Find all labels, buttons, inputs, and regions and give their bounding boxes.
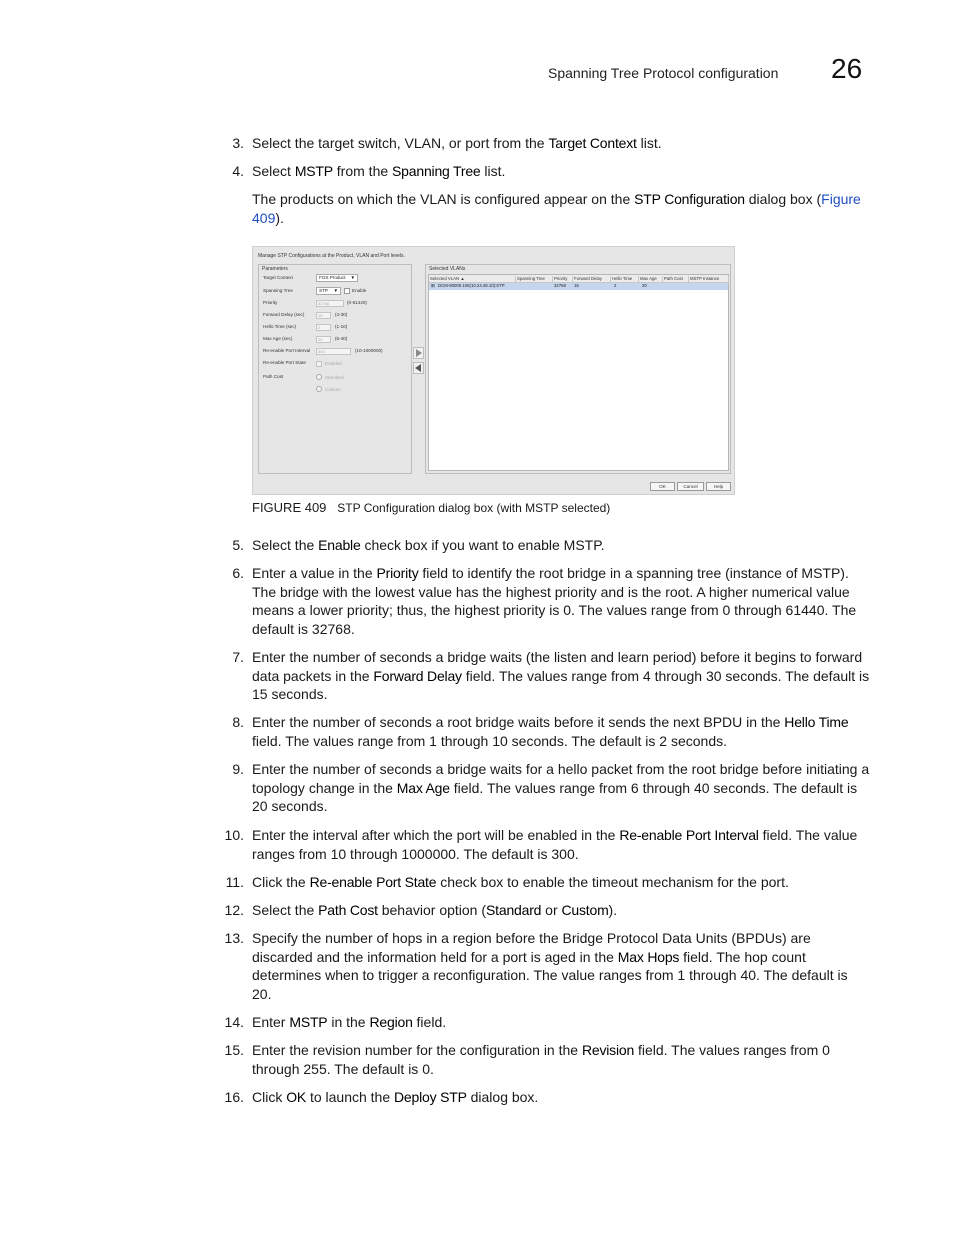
ui-term: Enable <box>318 537 361 553</box>
figure-screenshot <box>252 246 735 495</box>
chevron-down-icon: ▼ <box>350 275 355 280</box>
step-number: 3. <box>232 135 244 151</box>
step-number: 6. <box>232 565 244 581</box>
table-row[interactable] <box>429 283 728 290</box>
path-cost-custom-radio[interactable] <box>316 386 322 392</box>
table-header <box>429 275 728 283</box>
column-header[interactable]: MSTP Instance <box>689 276 729 283</box>
chevron-down-icon: ▼ <box>333 288 338 293</box>
ui-term: Forward Delay <box>373 667 462 684</box>
column-header[interactable]: Forward Delay <box>573 276 611 283</box>
step-number: 9. <box>232 761 244 777</box>
label-forward-delay: Forward Delay (sec) <box>263 312 305 317</box>
ui-term: Standard <box>486 902 542 918</box>
figure-caption: FIGURE 409 STP Configuration dialog box (with MSTP selected) <box>252 500 611 515</box>
ui-term: Max Hops <box>617 948 680 965</box>
reenable-state-label: Enabled <box>325 361 342 366</box>
max-age-range: (6-40) <box>335 336 348 341</box>
enable-label: Enable <box>352 288 367 293</box>
chapter-number: 26 <box>831 53 863 84</box>
path-cost-standard-label: Standard <box>325 375 344 380</box>
step-text: Enter the revision number for the configuration in the Revision field. The values ranges from 0 through 255. The default is 0. <box>252 1042 830 1077</box>
help-button[interactable]: Help <box>706 482 731 491</box>
step-text: Enter the number of seconds a bridge waits for a hello packet from the root bridge before initiating a topology change in the Max Age field. The values range from 6 through 40 seconds. The default is 20 seconds. <box>252 761 870 814</box>
cancel-button[interactable]: Cancel <box>677 482 704 491</box>
step-text: Click the Re-enable Port State check box to enable the timeout mechanism for the port. <box>252 874 789 890</box>
spanning-tree-select[interactable]: STP ▼ <box>316 287 341 295</box>
parameters-panel <box>258 264 412 474</box>
figure-link[interactable]: Figure 409 <box>252 191 861 226</box>
label-priority: Priority <box>263 300 278 305</box>
ui-term: Target Context <box>548 135 637 151</box>
ok-button[interactable]: OK <box>650 482 675 491</box>
selected-vlans-table <box>428 274 729 471</box>
max-age-cell: 20 <box>642 283 647 288</box>
path-cost-standard-radio[interactable] <box>316 374 322 380</box>
ui-term: Custom <box>561 902 609 918</box>
label-spanning-tree: Spanning Tree <box>263 288 293 293</box>
ui-term: Deploy STP <box>394 1089 467 1105</box>
step-text: Select the Enable check box if you want to enable MSTP. <box>252 537 605 553</box>
label-hello-time: Hello Time (sec) <box>263 324 297 329</box>
label-reenable-state: Re-enable Port State <box>263 360 306 365</box>
section-title: Spanning Tree Protocol configuration <box>548 65 779 81</box>
forward-delay-cell: 15 <box>574 283 579 288</box>
dialog-description: Manage STP Configurations at the Product, VLAN and Port levels. <box>258 253 405 259</box>
selected-vlans-label: Selected VLANs <box>429 266 466 272</box>
step-number: 4. <box>232 163 244 179</box>
ui-term: Region <box>369 1014 413 1030</box>
label-target-context: Target Context <box>263 275 293 280</box>
target-context-select[interactable]: FOS Product ▼ <box>316 274 358 282</box>
step-number: 13. <box>224 930 244 946</box>
step-number: 15. <box>224 1042 244 1058</box>
priority-field[interactable]: 32768 <box>316 300 344 307</box>
enable-checkbox[interactable] <box>344 288 350 294</box>
hello-time-field[interactable]: 2 <box>316 324 331 331</box>
vlan-cell: DCM-80000.106(10.24.48.10):STP <box>438 283 505 288</box>
expand-icon[interactable]: ⊞ <box>431 283 435 288</box>
step-number: 7. <box>232 649 244 665</box>
step-number: 10. <box>224 827 244 843</box>
ui-term: OK <box>286 1089 307 1105</box>
forward-delay-range: (4-30) <box>335 312 348 317</box>
column-header[interactable]: Path Cost <box>663 276 689 283</box>
intro-paragraph: The products on which the VLAN is configured appear on the STP Configuration dialog box (Figure 409). <box>252 191 861 226</box>
priority-cell: 32768 <box>554 283 566 288</box>
ui-term: Priority <box>376 565 419 581</box>
column-header[interactable]: Selected VLAN ▲ <box>429 276 516 283</box>
ui-term: Hello Time <box>784 714 849 730</box>
reenable-interval-range: (10-1000000) <box>355 348 383 353</box>
forward-delay-field[interactable]: 15 <box>316 312 331 319</box>
step-text: Specify the number of hops in a region before the Bridge Protocol Data Units (BPDUs) are discarded and the information held for a port is aged in the Max Hops field. The hop count determines when to trigger a reconfiguration. The value ranges from 1 through 40. The default is 20. <box>252 930 848 1002</box>
ui-term: Path Cost <box>318 902 378 918</box>
step-text: Click OK to launch the Deploy STP dialog box. <box>252 1089 539 1105</box>
step-text: Enter the number of seconds a bridge waits (the listen and learn period) before it begins to forward data packets in the Forward Delay field. The values range from 4 through 30 seconds. The default is 15 seconds. <box>252 649 870 702</box>
selected-vlans-panel <box>425 264 731 474</box>
step-text: Enter a value in the Priority field to identify the root bridge in a spanning tree (instance of MSTP). The bridge with the lowest value has the highest priority and is the root. A higher numerical value means a lower priority; thus, the highest priority is 0. The values range from 0 through 61440. The default is 32768. <box>252 565 857 637</box>
step-number: 11. <box>225 874 244 890</box>
step-number: 8. <box>232 714 244 730</box>
ui-term: Max Age <box>396 779 450 796</box>
hello-time-range: (1-10) <box>335 324 348 329</box>
step-number: 5. <box>232 537 244 553</box>
label-path-cost: Path Cost <box>263 374 284 379</box>
column-header[interactable]: Max Age <box>639 276 663 283</box>
step-text: Select the Path Cost behavior option (Standard or Custom). <box>252 902 618 918</box>
add-arrow-button[interactable] <box>413 347 424 359</box>
label-reenable-interval: Re-enable Port Interval <box>263 348 311 353</box>
step-number: 14. <box>224 1014 244 1030</box>
step-text: Enter the interval after which the port will be enabled in the Re-enable Port Interval field. The value ranges from 10 through 1000000. The default is 300. <box>252 827 858 862</box>
column-header[interactable]: Priority <box>553 276 573 283</box>
ui-term: Spanning Tree <box>392 163 481 179</box>
arrow-left-icon <box>414 363 423 373</box>
step-number: 12. <box>224 902 244 918</box>
ui-term: Re-enable Port Interval <box>619 827 759 843</box>
reenable-state-checkbox[interactable] <box>316 361 322 367</box>
remove-arrow-button[interactable] <box>413 362 424 374</box>
reenable-interval-field[interactable]: 300 <box>316 348 351 355</box>
step-text: Select MSTP from the Spanning Tree list. <box>252 163 506 179</box>
ui-term: Re-enable Port State <box>309 874 437 890</box>
step-text: Select the target switch, VLAN, or port from the Target Context list. <box>252 135 662 151</box>
hello-time-cell: 2 <box>614 283 617 288</box>
column-header[interactable]: Spanning Tree <box>516 276 553 283</box>
step-number: 16. <box>224 1089 244 1105</box>
label-max-age: Max Age (sec) <box>263 336 293 341</box>
parameters-label: Parameters <box>262 266 288 272</box>
max-age-field[interactable]: 20 <box>316 336 331 343</box>
column-header[interactable]: Hello Time <box>611 276 639 283</box>
step-text: Enter MSTP in the Region field. <box>252 1014 447 1030</box>
ui-term: MSTP <box>294 163 333 179</box>
arrow-right-icon <box>414 348 423 358</box>
path-cost-custom-label: Custom <box>325 387 341 392</box>
priority-range: (0-61440) <box>347 300 367 305</box>
ui-term: MSTP <box>289 1014 328 1030</box>
step-text: Enter the number of seconds a root bridge waits before it sends the next BPDU in the Hello Time field. The values range from 1 through 10 seconds. The default is 2 seconds. <box>252 714 849 749</box>
ui-term: Revision <box>581 1042 635 1058</box>
